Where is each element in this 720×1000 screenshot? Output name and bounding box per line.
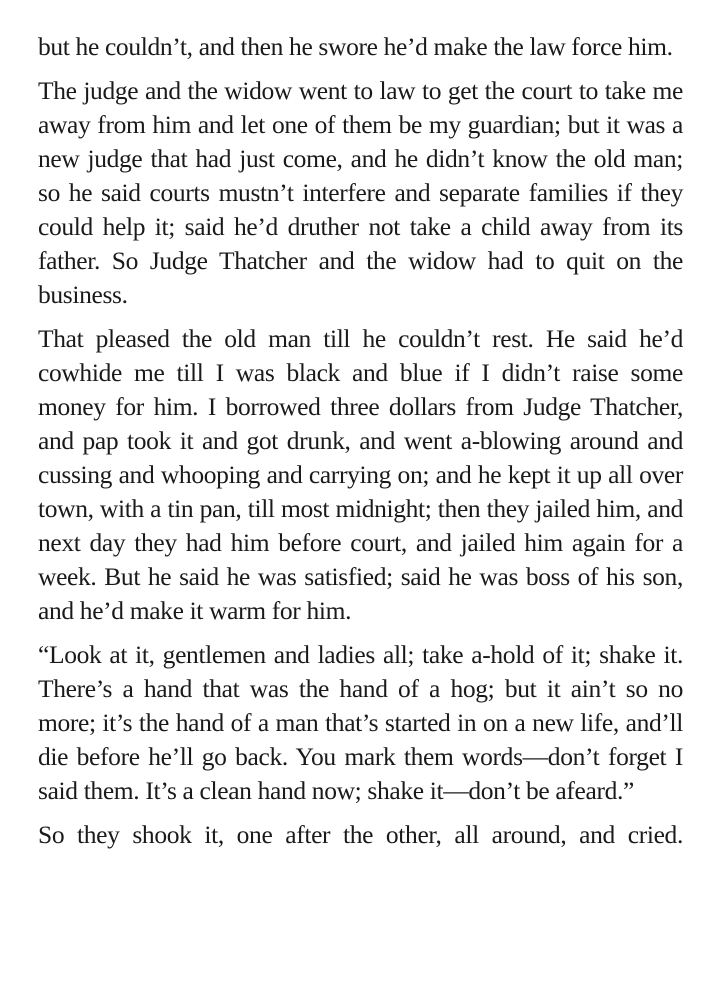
page-text (38, 30, 683, 862)
paragraph-2: The judge and the widow went to law to get the court to take me away from him and let one of them be my guardian; but it was a new judge that had just come, and he didn’t know the old man; so he said courts mustn’t interfere and separate families if they could help it; said he’d druther not take a child away from its father. So Judge Thatcher and the widow had to quit on the business. (38, 76, 683, 309)
paragraph-3: That pleased the old man till he couldn’t rest. He said he’d cowhide me till I was black and blue if I didn’t raise some money for him. I borrowed three dollars from Judge Thatcher, and pap took it and got drunk, and went a-blowing around and cussing and whooping and carrying on; and he kept it up all over town, with a tin pan, till most midnight; then they jailed him, and next day they had him before court, and jailed him again for a week. But he said he was satisfied; said he was boss of his son, and he’d make it warm for him. (38, 324, 683, 625)
paragraph-5: So they shook it, one after the other, all around, and cried. (38, 820, 683, 849)
paragraph-4: “Look at it, gentlemen and ladies all; take a-hold of it; shake it. There’s a hand that was the hand of a hog; but it ain’t so no more; it’s the hand of a man that’s started in on a new life, and’ll die before he’ll go back. You mark them words—don’t forget I said them. It’s a clean hand now; shake it—don’t be afeard.” (38, 640, 683, 805)
paragraph-1: but he couldn’t, and then he swore he’d make the law force him. (38, 32, 673, 61)
